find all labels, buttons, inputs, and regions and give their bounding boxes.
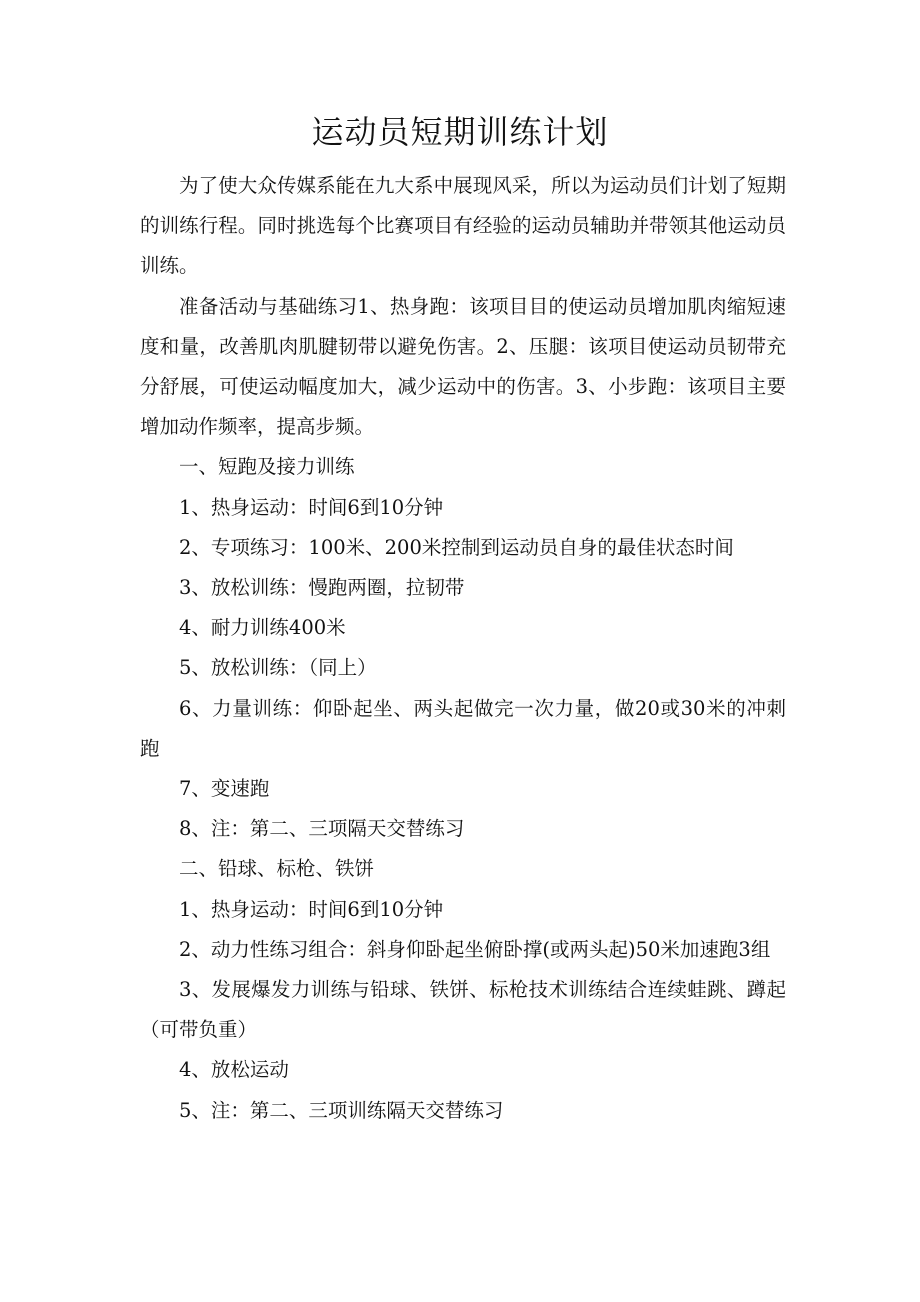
list-item: 2、专项练习：100米、200米控制到运动员自身的最佳状态时间 [179, 535, 734, 559]
list-item: 3、发展爆发力训练与铅球、铁饼、标枪技术训练结合连续蛙跳、蹲起（可带负重） [140, 978, 786, 1042]
list-item: 1、热身运动：时间6到10分钟 [179, 897, 444, 921]
list-item: 7、变速跑 [179, 777, 270, 801]
list-item: 8、注：第二、三项隔天交替练习 [179, 817, 465, 841]
document-body [140, 166, 786, 1131]
list-item: 1、热身运动：时间6到10分钟 [179, 495, 444, 519]
list-item: 5、放松训练：（同上） [179, 656, 377, 680]
list-item: 6、力量训练：仰卧起坐、两头起做完一次力量，做20或30米的冲刺跑 [140, 696, 786, 760]
list-item: 3、放松训练：慢跑两圈，拉韧带 [179, 576, 465, 600]
section-heading-throwing: 二、铅球、标枪、铁饼 [179, 857, 375, 881]
section-heading-sprint: 一、短跑及接力训练 [179, 455, 355, 479]
intro-paragraph: 为了使大众传媒系能在九大系中展现风采，所以为运动员们计划了短期的训练行程。同时挑选每个比赛项目有经验的运动员辅助并带领其他运动员训练。 [140, 174, 786, 278]
list-item: 4、放松运动 [179, 1058, 289, 1082]
list-item: 5、注：第二、三项训练隔天交替练习 [179, 1098, 504, 1122]
list-item: 4、耐力训练400米 [179, 616, 346, 640]
list-item: 2、动力性练习组合：斜身仰卧起坐俯卧撑(或两头起)50米加速跑3组 [179, 937, 771, 961]
document-title: 运动员短期训练计划 [311, 113, 609, 151]
warmup-paragraph: 准备活动与基础练习1、热身跑：该项目目的使运动员增加肌肉缩短速度和量，改善肌肉肌腱韧带以避免伤害。2、压腿：该项目使运动员韧带充分舒展，可使运动幅度加大，减少运动中的伤害。3、小步跑：该项目主要增加动作频率，提高步频。 [140, 294, 786, 439]
